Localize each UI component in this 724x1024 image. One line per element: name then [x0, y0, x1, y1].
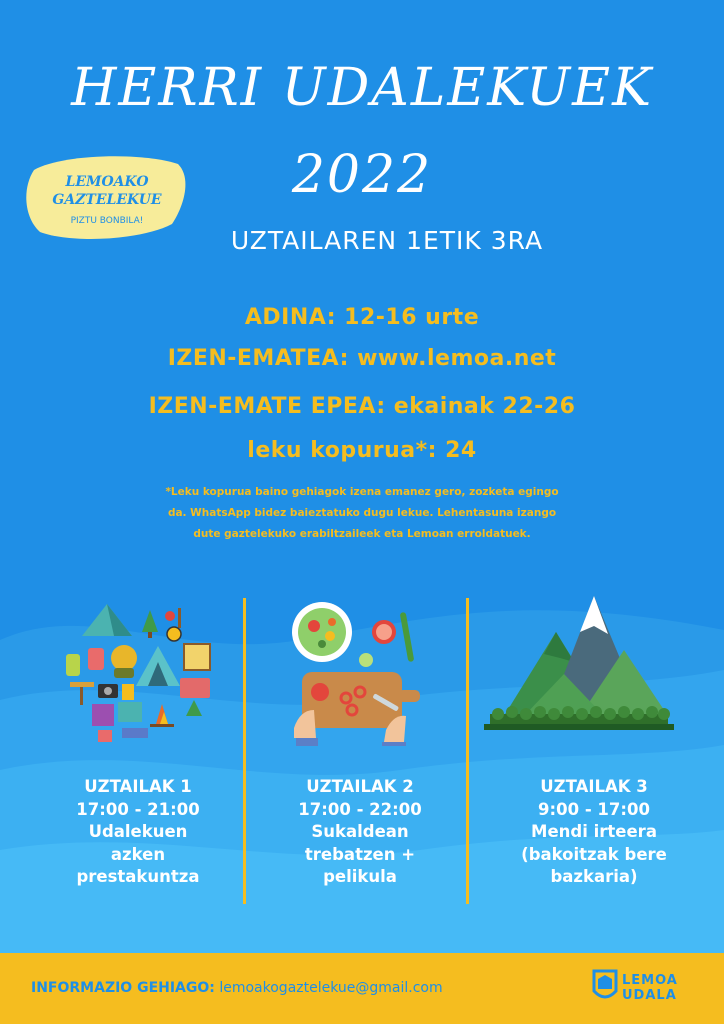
- day-activity-line: prestakuntza: [76, 867, 200, 886]
- lemoa-logo-icon: [592, 969, 618, 1003]
- footer-email-link[interactable]: lemoakogaztelekue@gmail.com: [219, 980, 443, 996]
- footnote-line-1: *Leku kopurua baino gehiagok izena emanez gero, zozketa egingo: [165, 486, 559, 498]
- day-column-3: [489, 776, 699, 889]
- day-activity-line: Udalekuen: [88, 822, 188, 841]
- badge-line-2: GAZTELEKUE: [52, 192, 162, 208]
- lemoa-logo: [592, 969, 692, 1009]
- day-activity-line: azken: [110, 844, 166, 864]
- day-activity-line: trebatzen +: [304, 844, 416, 864]
- column-divider-2: [466, 598, 469, 904]
- day-activity-line: (bakoitzak bere: [521, 844, 667, 864]
- day-activity-line: bazkaria): [550, 867, 638, 886]
- column-divider-1: [243, 598, 246, 904]
- age-info: ADINA: 12-16 urte: [244, 305, 480, 330]
- footer-bar: [0, 953, 724, 1024]
- registration-period-info: IZEN-EMATE EPEA: ekainak 22-26: [148, 394, 576, 419]
- badge-line-1: LEMOAKO: [65, 174, 149, 190]
- footnote-line-2: da. WhatsApp bidez baieztatuko dugu lekue. Lehentasuna izango: [167, 507, 557, 519]
- date-range-subtitle: UZTAILAREN 1ETIK 3RA: [230, 226, 544, 255]
- day-activity-line: Mendi irteera: [531, 822, 657, 841]
- badge-line-3: PIZTU BONBILA!: [70, 216, 144, 226]
- day-date: UZTAILAK 3: [540, 777, 648, 796]
- day-column-2: [255, 776, 465, 889]
- day-activity-line: pelikula: [323, 867, 397, 886]
- logo-line-1: LEMOA: [622, 973, 678, 988]
- footnote: [112, 482, 612, 545]
- main-title: HERRI UDALEKUEK: [71, 58, 653, 118]
- registration-info: IZEN-EMATEA: www.lemoa.net: [167, 346, 557, 371]
- day-activity-line: Sukaldean: [311, 822, 409, 841]
- day-date: UZTAILAK 2: [306, 777, 414, 796]
- places-info: leku kopurua*: 24: [247, 438, 477, 463]
- main-title-year: 2022: [291, 145, 433, 205]
- footer-contact: [31, 980, 443, 996]
- day-time: 17:00 - 21:00: [76, 799, 200, 819]
- cooking-illustration-icon: [286, 598, 426, 746]
- logo-line-2: UDALA: [622, 988, 677, 1003]
- day-time: 9:00 - 17:00: [538, 799, 650, 819]
- day-time: 17:00 - 22:00: [298, 799, 422, 819]
- footnote-line-3: dute gaztelekuko erabiltzaileek eta Lemoan erroldatuek.: [193, 528, 531, 540]
- footer-label: INFORMAZIO GEHIAGO:: [31, 980, 215, 996]
- camping-collage-icon: [62, 596, 222, 746]
- mountain-landscape-icon: [484, 596, 674, 736]
- day-column-1: [33, 776, 243, 889]
- day-date: UZTAILAK 1: [84, 777, 192, 796]
